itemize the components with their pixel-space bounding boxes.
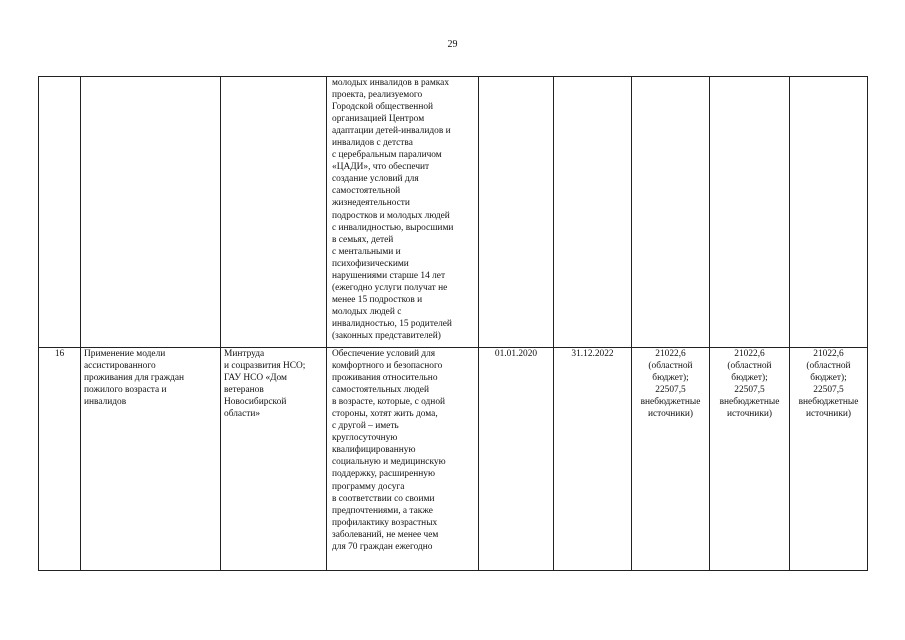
cell-start-date: 01.01.2020 <box>479 348 554 571</box>
cell-description <box>327 77 479 348</box>
description-line: самостоятельной <box>332 186 401 197</box>
funding-line: бюджет); <box>810 373 847 384</box>
cell-funding <box>710 348 790 571</box>
funding-line: источники) <box>647 409 694 420</box>
description-line: инвалидностью, 15 родителей <box>332 318 452 329</box>
funding-line: источники) <box>805 409 852 420</box>
description-line: заболеваний, не менее чем <box>332 529 439 540</box>
description-line: психофизическими <box>332 258 409 269</box>
description-line: квалифицированную <box>332 445 416 456</box>
measure-line: ассистированного <box>84 361 156 372</box>
funding-line: (областной <box>806 361 851 372</box>
cell-measure <box>81 348 221 571</box>
description-line: с другой – иметь <box>332 421 399 432</box>
executor-line: Новосибирской <box>224 397 287 408</box>
description-line: с инвалидностью, выросшими <box>332 222 454 233</box>
description-line: в семьях, детей <box>332 234 394 245</box>
executor-line: Минтруда <box>224 349 265 359</box>
description-line: для 70 граждан ежегодно <box>332 541 433 552</box>
funding-line: 22507,5 <box>655 385 686 396</box>
funding-line: бюджет); <box>652 373 689 384</box>
cell-funding <box>710 77 790 348</box>
page-number: 29 <box>447 39 458 50</box>
table-row-16 <box>39 348 868 571</box>
measure-line: пожилого возраста и <box>84 385 167 396</box>
cell-description <box>327 348 479 571</box>
description-line: Городской общественной <box>332 102 434 113</box>
description-line: инвалидов с детства <box>332 138 413 149</box>
cell-funding <box>632 77 710 348</box>
funding-line: бюджет); <box>731 373 768 384</box>
description-line: подростков и молодых людей <box>332 210 450 221</box>
description-line: в соответствии со своими <box>332 493 435 504</box>
description-line: проживания относительно <box>332 373 438 384</box>
cell-funding <box>790 77 868 348</box>
cell-measure <box>81 77 221 348</box>
funding-line: внебюджетные <box>798 397 859 408</box>
funding-line: 21022,6 <box>734 349 765 359</box>
description-line: поддержку, расширенную <box>332 469 435 480</box>
description-line: самостоятельных людей <box>332 385 429 396</box>
description-line: организацией Центром <box>332 114 425 125</box>
description-line: круглосуточную <box>332 433 398 444</box>
description-line: молодых людей с <box>332 306 402 317</box>
description-line: (ежегодно услуги получат не <box>332 282 448 293</box>
funding-line: 21022,6 <box>813 349 844 359</box>
cell-funding <box>632 348 710 571</box>
description-line: программу досуга <box>332 481 405 492</box>
description-line: социальную и медицинскую <box>332 457 446 468</box>
description-line: профилактику возрастных <box>332 517 438 528</box>
description-line: нарушениями старше 14 лет <box>332 270 446 281</box>
cell-funding <box>790 348 868 571</box>
funding-line: (областной <box>648 361 693 372</box>
funding-line: внебюджетные <box>640 397 701 408</box>
funding-line: 21022,6 <box>655 349 686 359</box>
cell-executors <box>221 77 327 348</box>
description-line: предпочтениями, а также <box>332 505 433 516</box>
funding-line: источники) <box>726 409 773 420</box>
executor-line: ветеранов <box>224 385 264 396</box>
description-line: создание условий для <box>332 174 419 185</box>
description-line: «ЦАДИ», что обеспечит <box>332 162 430 173</box>
funding-line: 22507,5 <box>734 385 765 396</box>
description-line: менее 15 подростков и <box>332 294 423 305</box>
activities-table <box>38 76 868 571</box>
description-line: жизнедеятельности <box>332 198 410 209</box>
measure-line: Применение модели <box>84 349 166 359</box>
funding-line: (областной <box>727 361 772 372</box>
cell-end-date <box>554 77 632 348</box>
executor-line: области» <box>224 409 261 420</box>
description-line: проекта, реализуемого <box>332 90 423 101</box>
executor-line: и соцразвития НСО; <box>224 361 306 372</box>
description-line: с ментальными и <box>332 246 401 257</box>
description-line: в возрасте, которые, с одной <box>332 397 446 408</box>
description-line: стороны, хотят жить дома, <box>332 409 438 420</box>
measure-line: проживания для граждан <box>84 373 185 384</box>
funding-line: внебюджетные <box>719 397 780 408</box>
description-line: молодых инвалидов в рамках <box>332 78 450 88</box>
description-line: адаптации детей-инвалидов и <box>332 126 451 137</box>
cell-end-date: 31.12.2022 <box>554 348 632 571</box>
cell-start-date <box>479 77 554 348</box>
measure-line: инвалидов <box>84 397 127 408</box>
description-line: (законных представителей) <box>332 330 441 341</box>
cell-number <box>39 77 81 348</box>
description-line: с церебральным параличом <box>332 150 442 161</box>
cell-executors <box>221 348 327 571</box>
table-row-continuation <box>39 77 868 348</box>
description-line: Обеспечение условий для <box>332 349 436 359</box>
executor-line: ГАУ НСО «Дом <box>224 373 287 384</box>
funding-line: 22507,5 <box>813 385 844 396</box>
row-number: 16 <box>39 348 81 571</box>
description-line: комфортного и безопасного <box>332 361 443 372</box>
